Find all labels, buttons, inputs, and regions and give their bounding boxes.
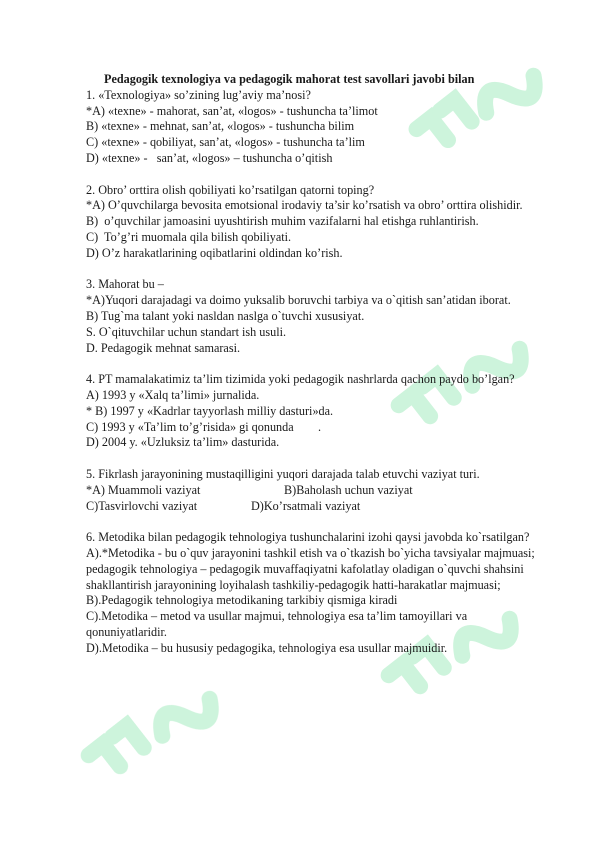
question-list (86, 88, 546, 657)
answer-option: C) «texne» - qobiliyat, san’at, «logos» - tushuncha ta’lim (86, 135, 365, 150)
answer-option-row (86, 483, 546, 499)
question-text: 3. Mahorat bu – (86, 277, 164, 292)
spacer (86, 356, 546, 372)
answer-option: C)Tasvirlovchi vaziyat (86, 498, 198, 513)
answer-option: C).Metodika – metod va usullar majmui, tehnologiya esa ta’lim tamoyillari va qonuniyatlaridir. (86, 609, 471, 639)
answer-option: D)Ko’rsatmali vaziyat (251, 498, 361, 513)
answer-option: *A) «texne» - mahorat, san’at, «logos» - tushuncha ta’limot (86, 103, 378, 118)
spacer (86, 167, 546, 183)
question-block (86, 88, 546, 167)
question-text: 5. Fikrlash jarayonining mustaqilligini yuqori darajada talab etuvchi vaziyat turi. (86, 466, 480, 481)
question-block (86, 183, 546, 262)
answer-option: B) «texne» - mehnat, san’at, «logos» - tushuncha bilim (86, 119, 355, 134)
spacer (86, 262, 546, 278)
answer-option: D) O’z harakatlarining oqibatlarini oldindan ko’rish. (86, 245, 343, 260)
spacer (86, 514, 546, 530)
question-block (86, 277, 546, 356)
answer-option: D).Metodika – bu hususiy pedagogika, tehnologiya esa usullar majmuidir. (86, 640, 448, 655)
answer-option: S. O`qituvchilar uchun standart ish usuli. (86, 324, 287, 339)
question-block (86, 530, 546, 656)
answer-option: pedagogik tehnologiya – pedagogik muvaffaqiyatni kafolatlay oladigan o`quvchi shahsini shakllantirish jarayonining loyihalash tashkiliy-pedagogik hatti-harakatlar majmuasi; (86, 561, 527, 592)
answer-option: B).Pedagogik tehnologiya metodikaning tarkibiy qismiga kiradi (86, 593, 398, 608)
question-text: 4. PT mamalakatimiz ta’lim tizimida yoki pedagogik nashrlarda qachon paydo bo’lgan? (86, 372, 515, 387)
answer-option: B)Baholash uchun vaziyat (284, 482, 413, 497)
answer-option: *A) Muammoli vaziyat (86, 482, 201, 497)
page-title: Pedagogik texnologiya va pedagogik mahorat test savollari javobi bilan (104, 72, 475, 86)
question-text: 2. Obro’ orttira olish qobiliyati ko’rsatilgan qatorni toping? (86, 182, 375, 197)
answer-option-row (86, 499, 546, 515)
answer-option: * B) 1997 y «Kadrlar tayyorlash milliy dasturi»da. (86, 403, 334, 418)
answer-option: A).*Metodika - bu o`quv jarayonini tashkil etish va o`tkazish bo`yicha tavsiyalar majmuasi; (86, 545, 535, 560)
answer-option: *A)Yuqori darajadagi va doimo yuksalib boruvchi tarbiya va o`qitish san’atidan iborat. (86, 293, 511, 308)
spacer (86, 451, 546, 467)
question-text: 6. Metodika bilan pedagogik tehnologiya tushunchalarini izohi qaysi javobda ko`rsatilgan? (86, 530, 530, 545)
answer-option: D) «texne» - san’at, «logos» – tushuncha o’qitish (86, 150, 333, 165)
document-page (86, 72, 546, 656)
answer-option: C) 1993 y «Ta’lim to’g’risida» gi qonunda . (86, 419, 322, 434)
answer-option: B) o’quvchilar jamoasini uyushtirish muhim vazifalarni hal etishga ruhlantirish. (86, 214, 479, 229)
answer-option: D. Pedagogik mehnat samarasi. (86, 340, 240, 355)
answer-option: C) To’g’ri muomala qila bilish qobiliyati. (86, 229, 292, 244)
question-block (86, 467, 546, 514)
question-block (86, 372, 546, 451)
answer-option: A) 1993 y «Xalq ta’limi» jurnalida. (86, 387, 260, 402)
question-text: 1. «Texnologiya» so’zining lug’aviy ma’nosi? (86, 87, 311, 102)
answer-option: D) 2004 y. «Uzluksiz ta’lim» dasturida. (86, 435, 280, 450)
answer-option: B) Tug`ma talant yoki nasldan naslga o`tuvchi xususiyat. (86, 308, 365, 323)
answer-option: *A) O’quvchilarga bevosita emotsional irodaviy ta’sir ko’rsatish va obro’ orttira olishidir. (86, 198, 523, 213)
watermark-logo-mark (89, 675, 219, 790)
